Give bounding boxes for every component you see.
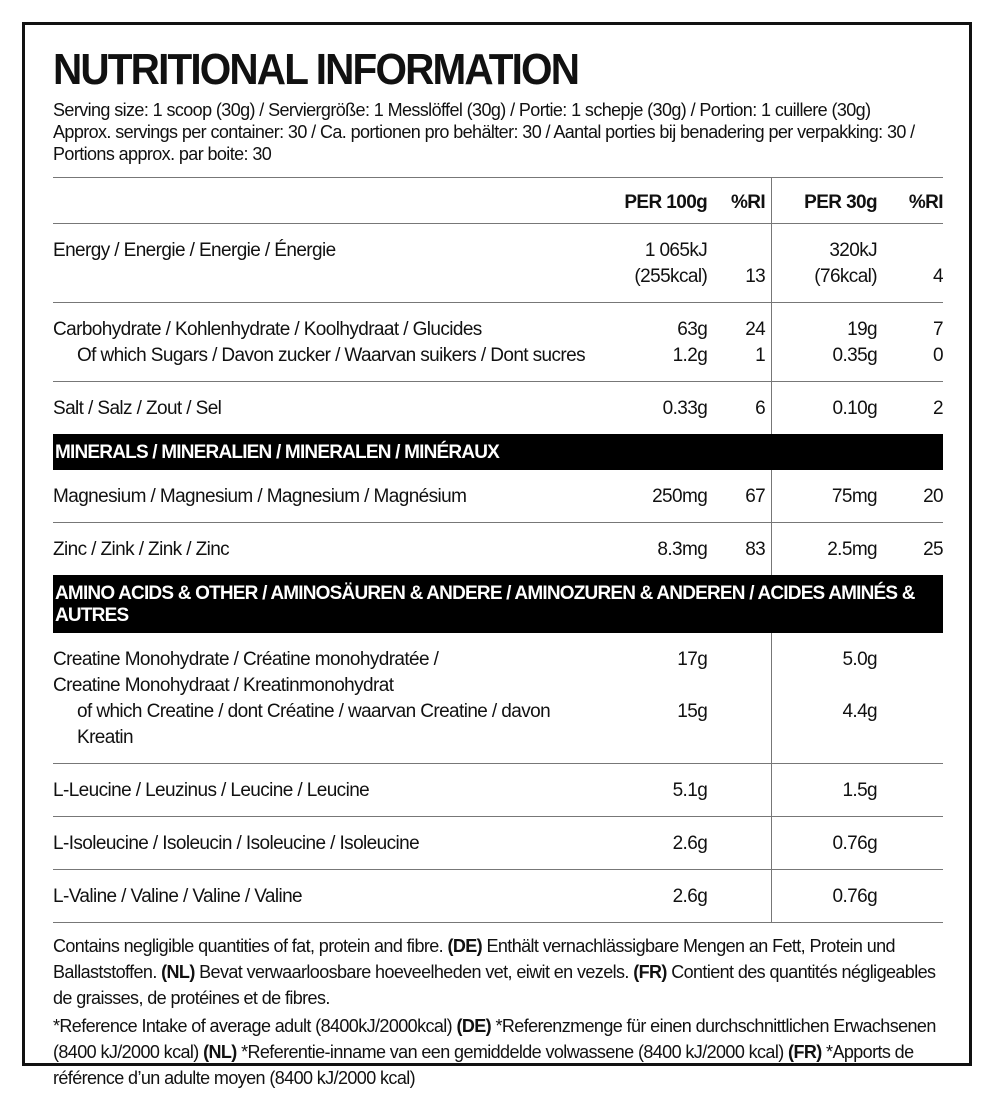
table-row-isoleucine: [53, 817, 943, 870]
energy-ri2-value: 4: [933, 266, 943, 287]
sugars-label-text: Of which Sugars / Davon zucker / Waarvan suikers / Dont sucres: [77, 345, 586, 366]
carb-per100: 63g: [607, 303, 707, 344]
carb-label: Carbohydrate / Kohlenhydrate / Koolhydraat / Glucides: [53, 303, 607, 344]
leucine-ri1: [707, 764, 771, 817]
nutrition-table: [53, 177, 943, 922]
salt-label: Salt / Salz / Zout / Sel: [53, 382, 607, 435]
valine-label: L-Valine / Valine / Valine / Valine: [53, 870, 607, 923]
carb-per30: 19g: [772, 303, 877, 344]
creatine-sub-label: [53, 699, 607, 764]
valine-ri1: [707, 870, 771, 923]
isoleucine-ri1: [707, 817, 771, 870]
salt-per100: 0.33g: [607, 382, 707, 435]
nutrition-label: [53, 45, 943, 1093]
leucine-per100: 5.1g: [607, 764, 707, 817]
serving-info: [53, 99, 943, 165]
sugars-label: [53, 343, 607, 382]
creatine-sub-per100: 15g: [677, 701, 708, 722]
isoleucine-per30: 0.76g: [772, 817, 877, 870]
creatine-per100: 17g: [677, 649, 708, 670]
energy-per100-kcal: (255kcal): [634, 266, 708, 287]
header-per30: PER 30g: [772, 178, 877, 224]
energy-per30: [772, 224, 877, 303]
table-row-valine: [53, 870, 943, 923]
note2-fr-tag: (FR): [788, 1042, 822, 1062]
carb-ri1: 24: [707, 303, 771, 344]
footer-notes: [53, 922, 943, 1091]
leucine-label: L-Leucine / Leuzinus / Leucine / Leucine: [53, 764, 607, 817]
creatine-sub-ri1: [707, 699, 771, 764]
note1-de-tag: (DE): [447, 936, 483, 956]
note1-nl-tag: (NL): [161, 962, 195, 982]
note2-en: *Reference Intake of average adult (8400kJ/2000kcal): [53, 1016, 457, 1036]
nutrition-label-frame: [22, 22, 972, 1088]
note1-de: Enthält vernachlässigbare Mengen an Fett, Protein und Ballaststoffen.: [53, 936, 895, 982]
note2-de-tag: (DE): [456, 1016, 492, 1036]
carb-ri2: 7: [877, 303, 943, 344]
energy-ri1-value: 13: [745, 266, 766, 287]
leucine-ri2: [877, 764, 943, 817]
table-row-zinc: [53, 523, 943, 576]
note1-fr-tag: (FR): [633, 962, 667, 982]
energy-per30-kcal: (76kcal): [814, 266, 878, 287]
salt-per30: 0.10g: [772, 382, 877, 435]
creatine-sub-label-text: of which Creatine / dont Créatine / waarvan Creatine / davon Kreatin: [77, 701, 551, 748]
reference-intake-note: [53, 1013, 943, 1091]
section-header-minerals: [53, 434, 943, 470]
zinc-label: Zinc / Zink / Zink / Zinc: [53, 523, 607, 576]
servings-per-container-line: Approx. servings per container: 30 / Ca. portionen pro behälter: 30 / Aantal porties bij benadering per verpakking: 30 /: [53, 122, 915, 142]
header-per100: PER 100g: [607, 178, 707, 224]
creatine-ri1: [707, 633, 771, 699]
page-title: NUTRITIONAL INFORMATION: [53, 45, 579, 94]
header-ri2: %RI: [877, 178, 943, 224]
magnesium-per100: 250mg: [652, 486, 708, 507]
table-row-sugars: [53, 343, 943, 382]
table-row-carbohydrate: [53, 303, 943, 344]
valine-per30: 0.76g: [772, 870, 877, 923]
table-row-creatine-sub: [53, 699, 943, 764]
sugars-per100: 1.2g: [672, 345, 708, 366]
zinc-ri1: 83: [707, 523, 771, 576]
valine-per100: 2.6g: [607, 870, 707, 923]
note1-fr: Contient des quantités négligeables de graisses, de protéines et de fibres.: [53, 962, 936, 1008]
zinc-ri2: 25: [877, 523, 943, 576]
negligible-quantities-note: [53, 933, 943, 1011]
leucine-per30: 1.5g: [772, 764, 877, 817]
valine-ri2: [877, 870, 943, 923]
salt-ri1: 6: [707, 382, 771, 435]
magnesium-label: Magnesium / Magnesium / Magnesium / Magnésium: [53, 486, 467, 507]
sugars-per30: 0.35g: [772, 343, 877, 382]
note2-de: *Referenzmenge für einen durchschnittlichen Erwachsenen (8400 kJ/2000 kcal): [53, 1016, 936, 1062]
minerals-header-text: MINERALS / MINERALIEN / MINERALEN / MINÉRAUX: [53, 434, 943, 470]
magnesium-ri2: 20: [923, 486, 943, 507]
zinc-per100: 8.3mg: [607, 523, 707, 576]
amino-header-text: AMINO ACIDS & OTHER / AMINOSÄUREN & ANDERE / AMINOZUREN & ANDEREN / ACIDES AMINÉS & AUTRES: [53, 575, 943, 633]
section-header-amino: [53, 575, 943, 633]
magnesium-per30: 75mg: [772, 470, 877, 523]
isoleucine-ri2: [877, 817, 943, 870]
energy-label: Energy / Energie / Energie / Énergie: [53, 224, 607, 303]
header-label-cell: [53, 178, 607, 224]
creatine-label-line2: Creatine Monohydraat / Kreatinmonohydrat: [53, 675, 394, 696]
creatine-sub-per30: 4.4g: [772, 699, 877, 764]
energy-per100: [607, 224, 707, 303]
creatine-ri2: [877, 633, 943, 699]
magnesium-ri1: 67: [745, 486, 766, 507]
isoleucine-label: L-Isoleucine / Isoleucin / Isoleucine / Isoleucine: [53, 817, 607, 870]
energy-ri1: [707, 224, 771, 303]
servings-per-container-line-fr: Portions approx. par boite: 30: [53, 144, 272, 164]
isoleucine-per100: 2.6g: [607, 817, 707, 870]
table-row-leucine: [53, 764, 943, 817]
table-header-row: [53, 178, 943, 224]
note1-en: Contains negligible quantities of fat, protein and fibre.: [53, 936, 448, 956]
table-row-magnesium: [53, 470, 943, 523]
salt-ri2: 2: [877, 382, 943, 435]
serving-size-line: Serving size: 1 scoop (30g) / Serviergröße: 1 Messlöffel (30g) / Portie: 1 schepje (30g) / Portion: 1 cuillere (30g): [53, 100, 871, 120]
energy-ri2: [877, 224, 943, 303]
note2-fr: *Apports de référence d’un adulte moyen (8400 kJ/2000 kcal): [53, 1042, 914, 1088]
note2-nl-tag: (NL): [203, 1042, 237, 1062]
note2-nl: *Referentie-inname van een gemiddelde volwassene (8400 kJ/2000 kcal): [236, 1042, 789, 1062]
creatine-label-line1: Creatine Monohydrate / Créatine monohydratée /: [53, 649, 439, 670]
creatine-sub-ri2: [877, 699, 943, 764]
zinc-per30: 2.5mg: [772, 523, 877, 576]
creatine-per30: 5.0g: [772, 633, 877, 699]
sugars-ri2: 0: [933, 345, 943, 366]
sugars-ri1: 1: [755, 345, 766, 366]
header-ri1: %RI: [707, 178, 771, 224]
note1-nl: Bevat verwaarloosbare hoeveelheden vet, eiwit en vezels.: [194, 962, 634, 982]
table-row-creatine: [53, 633, 943, 699]
energy-per100-kj: 1 065kJ: [644, 240, 708, 261]
energy-per30-kj: 320kJ: [829, 240, 878, 261]
table-row-salt: [53, 382, 943, 435]
creatine-label: [53, 633, 607, 699]
table-row-energy: [53, 224, 943, 303]
